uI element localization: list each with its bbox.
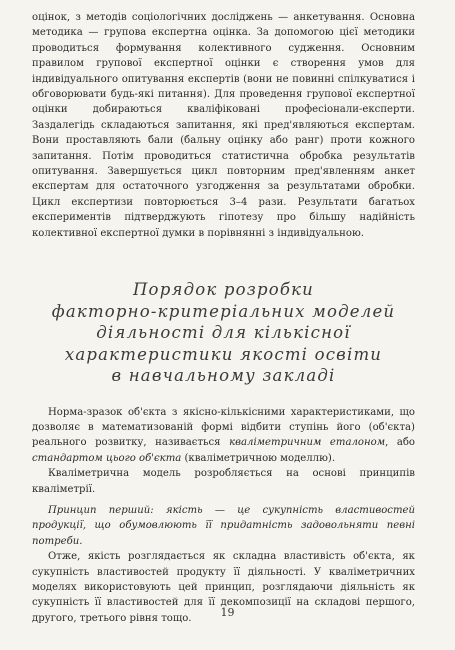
intro-paragraph: оцінок, з методів соціологічних досліджень — анкетування. Основна методика — групова експертна оцінка. За допомогою цієї методики проводиться формування колективного судження. Основним правилом групової експертної оцінки є створення умов для індивідуального опитування експертів (вони не повинні спілкуватися і обговорювати будь-які питання). Для проведення групової експертної оцінки добираються кваліфіковані професіонали-експерти. Заздалегідь складаються запитання, які пред'являються експертам. Вони проставляють бали (бальну оцінку або ранг) проти кожного запитання. Потім проводиться статистична обробка результатів опитування. Завершується цикл повторним пред'явленням анкет експертам для остаточного узгодження за результатами обробки. Цикл експертизи повторюється 3–4 рази. Результати багатьох експериментів підтверджують гіпотезу про більшу надійність колективної експертної думки в порівнянні з індивідуальною.	[32, 12, 415, 239]
paragraph-etalon-middle: , або	[385, 437, 416, 449]
paragraph-etalon	[32, 405, 415, 467]
body-text	[32, 405, 415, 627]
term-object-standard: стандартом цього об'єкта	[32, 452, 182, 464]
principle-first-text: Принцип перший: якість — це сукупність властивостей продукції, що обумовлюють її придатність задовольняти певні потреби.	[32, 505, 415, 547]
heading-line-3: діяльності для кількісної	[96, 323, 351, 343]
paragraph-etalon-after: (кваліметричною моделлю).	[181, 452, 336, 464]
heading-line-2: факторно-критеріальних моделей	[51, 301, 396, 321]
principle-first	[32, 503, 415, 549]
heading-line-5: в навчальному закладі	[111, 366, 336, 386]
term-qualimetric-etalon: кваліметричним еталоном	[229, 437, 386, 449]
heading-line-4: характеристики якості освіти	[64, 344, 383, 364]
paragraph-quality: Отже, якість розглядається як складна властивість об'єкта, як сукупність властивостей продукту її діяльності. У кваліметричних моделях використовують цей принцип, розглядаючи діяльність як сукупність її властивостей для її декомпозиції на складові першого, другого, третього рівня тощо.	[32, 551, 415, 624]
paragraph-model: Кваліметрична модель розробляється на основі принципів кваліметрії.	[32, 468, 415, 495]
heading-line-1: Порядок розробки	[132, 280, 315, 300]
paragraph-etalon-before: Норма-зразок об'єкта з якісно-кількісними характеристиками, що дозволяє в математизованій формі відбити ступінь його (об'єкта) реального розвитку, називається	[32, 406, 415, 449]
page-number: 19	[220, 606, 235, 619]
section-heading	[32, 279, 415, 387]
